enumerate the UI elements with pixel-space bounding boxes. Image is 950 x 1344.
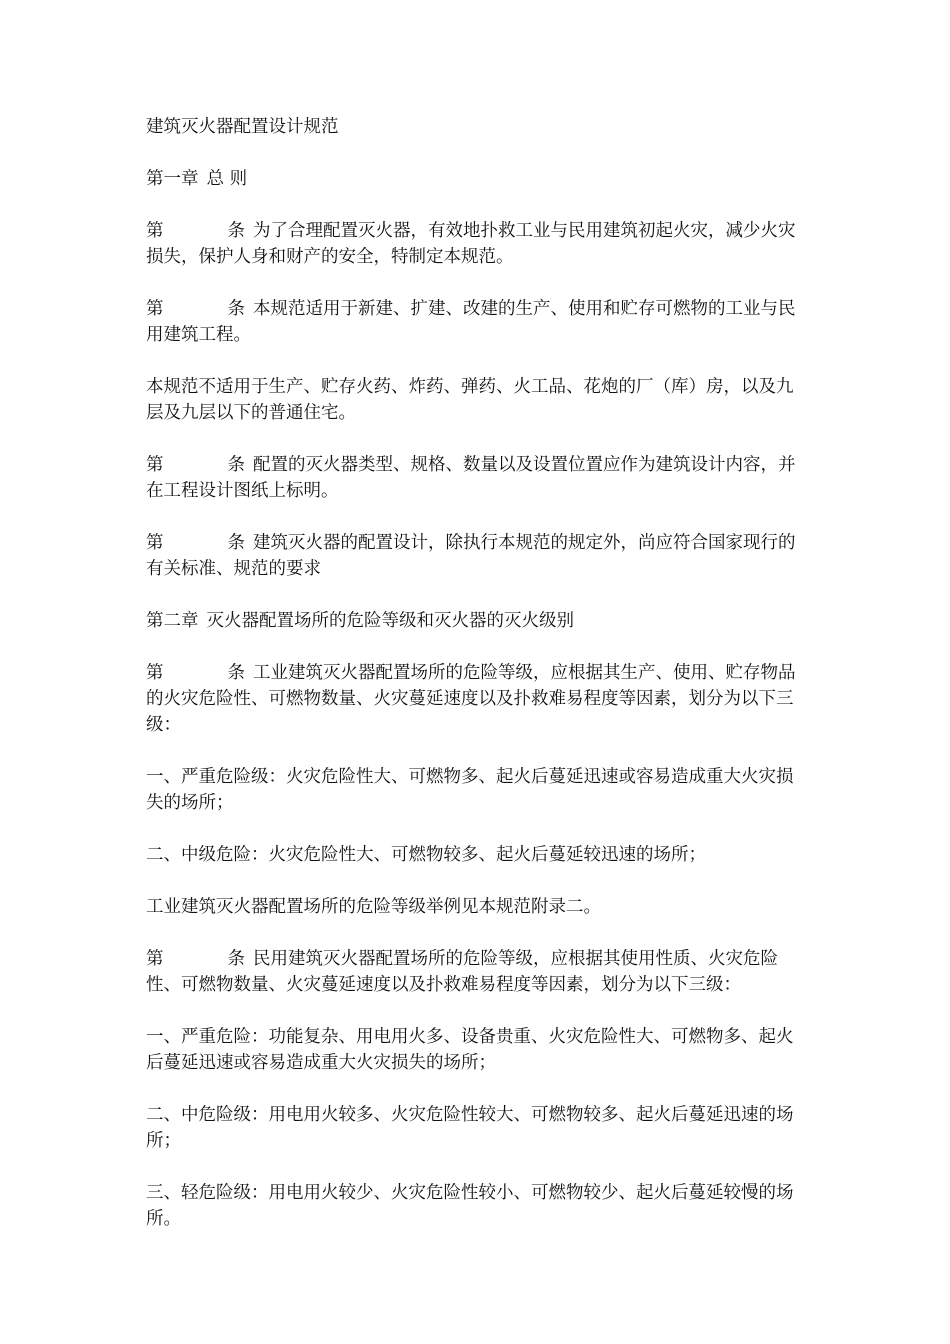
article-4 <box>146 530 810 582</box>
document-body <box>146 114 810 1258</box>
industrial-appendix-note: 工业建筑灭火器配置场所的危险等级举例见本规范附录二。 <box>146 897 601 917</box>
chapter-2-heading <box>146 608 810 634</box>
chapter-1-title: 总 则 <box>206 169 248 189</box>
article-3-text: 配置的灭火器类型、规格、数量以及设置位置应作为建筑设计内容，并在工程设计图纸上标明。 <box>146 455 796 501</box>
article-prefix: 第 <box>146 949 164 969</box>
civil-level-1: 一、严重危险：功能复杂、用电用火多、设备贵重、火灾危险性大、可燃物多、起火后蔓延迅速或容易造成重大火灾损失的场所； <box>146 1027 794 1073</box>
article-suffix: 条 <box>227 533 245 553</box>
article-suffix: 条 <box>227 663 245 683</box>
article-6-text: 民用建筑灭火器配置场所的危险等级，应根据其使用性质、火灾危险性、可燃物数量、火灾蔓延速度以及扑救难易程度等因素，划分为以下三级： <box>146 949 778 995</box>
article-2 <box>146 296 810 348</box>
article-prefix: 第 <box>146 533 164 553</box>
article-4-text: 建筑灭火器的配置设计，除执行本规范的规定外，尚应符合国家现行的有关标准、规范的要求 <box>146 533 796 579</box>
article-prefix: 第 <box>146 455 164 475</box>
document-title: 建筑灭火器配置设计规范 <box>146 117 339 137</box>
article-3 <box>146 452 810 504</box>
article-suffix: 条 <box>227 455 245 475</box>
industrial-level-1: 一、严重危险级：火灾危险性大、可燃物多、起火后蔓延迅速或容易造成重大火灾损失的场所； <box>146 767 794 813</box>
article-suffix: 条 <box>227 299 245 319</box>
article-suffix: 条 <box>227 949 245 969</box>
chapter-2-label: 第二章 <box>146 611 199 631</box>
article-suffix: 条 <box>227 221 245 241</box>
chapter-1-heading <box>146 166 810 192</box>
article-1-text: 为了合理配置灭火器，有效地扑救工业与民用建筑初起火灾，减少火灾损失，保护人身和财产的安全，特制定本规范。 <box>146 221 796 267</box>
article-1 <box>146 218 810 270</box>
chapter-2-title: 灭火器配置场所的危险等级和灭火器的灭火级别 <box>206 611 574 631</box>
industrial-level-2: 二、中级危险：火灾危险性大、可燃物较多、起火后蔓延较迅速的场所； <box>146 845 706 865</box>
article-2-text: 本规范适用于新建、扩建、改建的生产、使用和贮存可燃物的工业与民用建筑工程。 <box>146 299 796 345</box>
civil-level-3: 三、轻危险级：用电用火较少、火灾危险性较小、可燃物较少、起火后蔓延较慢的场所。 <box>146 1183 794 1229</box>
article-prefix: 第 <box>146 221 164 241</box>
article-prefix: 第 <box>146 299 164 319</box>
civil-level-2: 二、中危险级：用电用火较多、火灾危险性较大、可燃物较多、起火后蔓延迅速的场所； <box>146 1105 794 1151</box>
article-5 <box>146 660 810 738</box>
article-5-text: 工业建筑灭火器配置场所的危险等级，应根据其生产、使用、贮存物品的火灾危险性、可燃物数量、火灾蔓延速度以及扑救难易程度等因素，划分为以下三级： <box>146 663 796 735</box>
article-6 <box>146 946 810 998</box>
article-prefix: 第 <box>146 663 164 683</box>
chapter-1-label: 第一章 <box>146 169 199 189</box>
exclusion-paragraph: 本规范不适用于生产、贮存火药、炸药、弹药、火工品、花炮的厂（库）房，以及九层及九层以下的普通住宅。 <box>146 377 794 423</box>
